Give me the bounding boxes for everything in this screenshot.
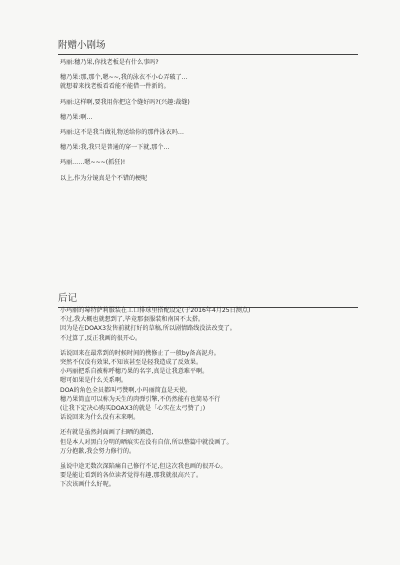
text-line: 但是本人对黑白分明的晒痕实在没有自信,所以整篇中就没画了。 [60, 438, 233, 446]
text-line: DOA的角色全员都叫弓赞啊,小玛丽简直是天使。 [60, 386, 192, 394]
text-line: 还有就是虽然封面画了扫晒的颜造, [60, 429, 154, 437]
text-line: 穗乃果:我,我只是普通的穿一下就,那个… [60, 144, 170, 152]
text-line: 以上,作为分镜真是个不错的梗呢 [60, 174, 148, 182]
text-line: 小玛丽把系自被称呼穗乃果的名字,真是让我意难平啊。 [60, 368, 209, 376]
text-line: 话说回来在最常到的时候时间的携修止了一般by备高泥舟。 [60, 349, 220, 357]
section-title-bonus-theater: 附赠小剧场 [58, 37, 358, 55]
postscript-text [60, 306, 360, 490]
text-line: 就想着来找老板看看能不能借一件新的。 [60, 83, 170, 91]
text-line: (让我下定决心购买DOAX3的就是「心实在太弓赞了」) [60, 405, 206, 413]
text-line: 嗯可如果是什么关系啊。 [60, 377, 128, 385]
bonus-theater-text [60, 58, 360, 183]
text-line: 穗乃果:那,那个,嗯~~,我的泳衣不小心弄破了… [60, 74, 188, 82]
text-line: 万分抱歉,我会努力修行的。 [60, 447, 136, 455]
text-line: 不过算了,反正我画的很开心。 [60, 334, 142, 342]
text-line: 不过,我大概也就想到了,毕竟那套服装和南国不太搭。 [60, 316, 205, 324]
text-line: 虽说中途无数次深陷痛自己修行不足,但这次我也画的很开心。 [60, 463, 227, 471]
text-line: 玛丽:这样啊,要我用你把这个缝好吗?(兴趣:裁缝) [60, 98, 190, 106]
text-line: 穗乃果:啊… [60, 113, 93, 121]
text-line: 小玛丽的莓特萨莉服装在工口排球里搭配设定(于2016年4月25日测点) [60, 307, 251, 314]
text-line: 要是能让看到的各位读者觉得有趣,那我就很高兴了。 [60, 472, 203, 480]
section-title-postscript: 后记 [58, 290, 358, 308]
text-line: 穗乃果简直可以称为天生的肉弹引擎,不仍然能有也简易不行 [60, 395, 221, 403]
text-line: 玛丽……嗯~~~(抓狂)! [60, 159, 126, 167]
text-line: 因为是在DOAX3发售前就打好的草稿,所以剧情路线没法改变了。 [60, 325, 236, 333]
text-line: 玛丽:穗乃果,你找老板是有什么事吗? [60, 59, 159, 66]
text-line: 下次该画什么好呢。 [60, 481, 115, 489]
text-line: 突然不仅没有效果,不知该甚至是轻我造成了反效果。 [60, 359, 203, 367]
text-line: 玛丽:这不是我当做礼物送给你的那件泳衣吗… [60, 129, 184, 137]
text-line: 话说回来为什么没有末来啊。 [60, 414, 140, 422]
